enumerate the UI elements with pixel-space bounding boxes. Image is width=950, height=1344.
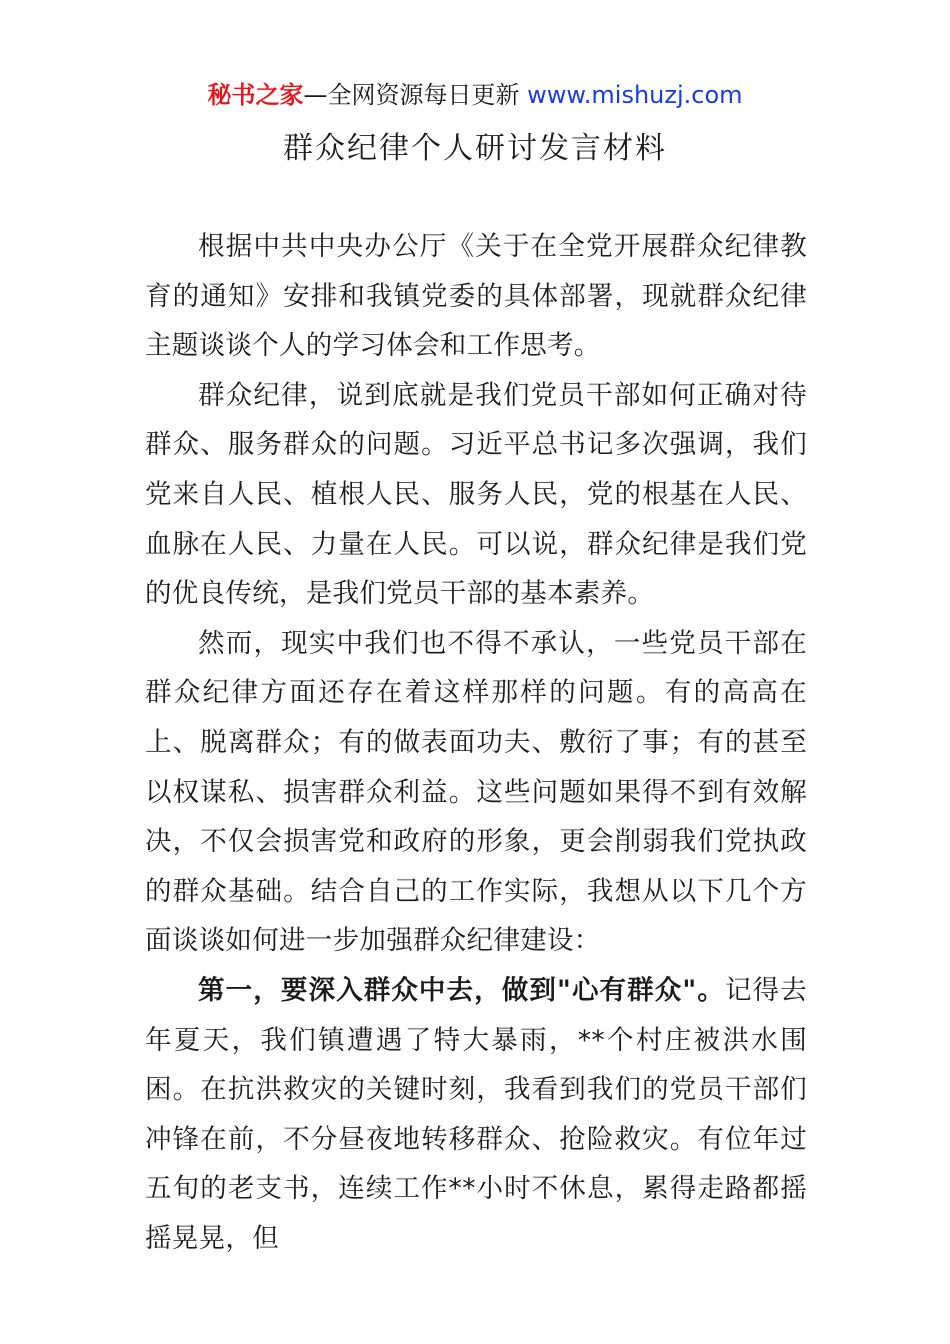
point-one-lead: 第一，要深入群众中去，做到"心有群众"。 xyxy=(198,974,725,1006)
header-tagline: —全网资源每日更新 xyxy=(303,81,528,109)
paragraph-intro: 根据中共中央办公厅《关于在全党开展群众纪律教育的通知》安排和我镇党委的具体部署，现就群众纪律主题谈谈个人的学习体会和工作思考。 xyxy=(145,231,807,362)
site-url-link[interactable]: www.mishuzj.com xyxy=(527,81,743,109)
point-one-text: 记得去年夏天，我们镇遭遇了特大暴雨，**个村庄被洪水围困。在抗洪救灾的关键时刻，我看到我们的党员干部们冲锋在前，不分昼夜地转移群众、抢险救灾。有位年过五旬的老支书，连续工作**小时不休息，累得走路都摇摇晃晃，但 xyxy=(145,974,807,1254)
paragraph-point-one xyxy=(145,966,807,1264)
paragraph-problems: 然而，现实中我们也不得不承认，一些党员干部在群众纪律方面还存在着这样那样的问题。有的高高在上、脱离群众；有的做表面功夫、敷衍了事；有的甚至以权谋私、损害群众利益。这些问题如果得不到有效解决，不仅会损害党和政府的形象，更会削弱我们党执政的群众基础。结合自己的工作实际，我想从以下几个方面谈谈如何进一步加强群众纪律建设： xyxy=(145,627,807,957)
paragraph-definition: 群众纪律，说到底就是我们党员干部如何正确对待群众、服务群众的问题。习近平总书记多次强调，我们党来自人民、植根人民、服务人民，党的根基在人民、血脉在人民、力量在人民。可以说，群众纪律是我们党的优良传统，是我们党员干部的基本素养。 xyxy=(145,379,807,610)
document-title: 群众纪律个人研讨发言材料 xyxy=(283,131,667,166)
document-body xyxy=(145,222,807,1263)
brand-name: 秘书之家 xyxy=(207,81,304,109)
site-header xyxy=(0,78,950,112)
